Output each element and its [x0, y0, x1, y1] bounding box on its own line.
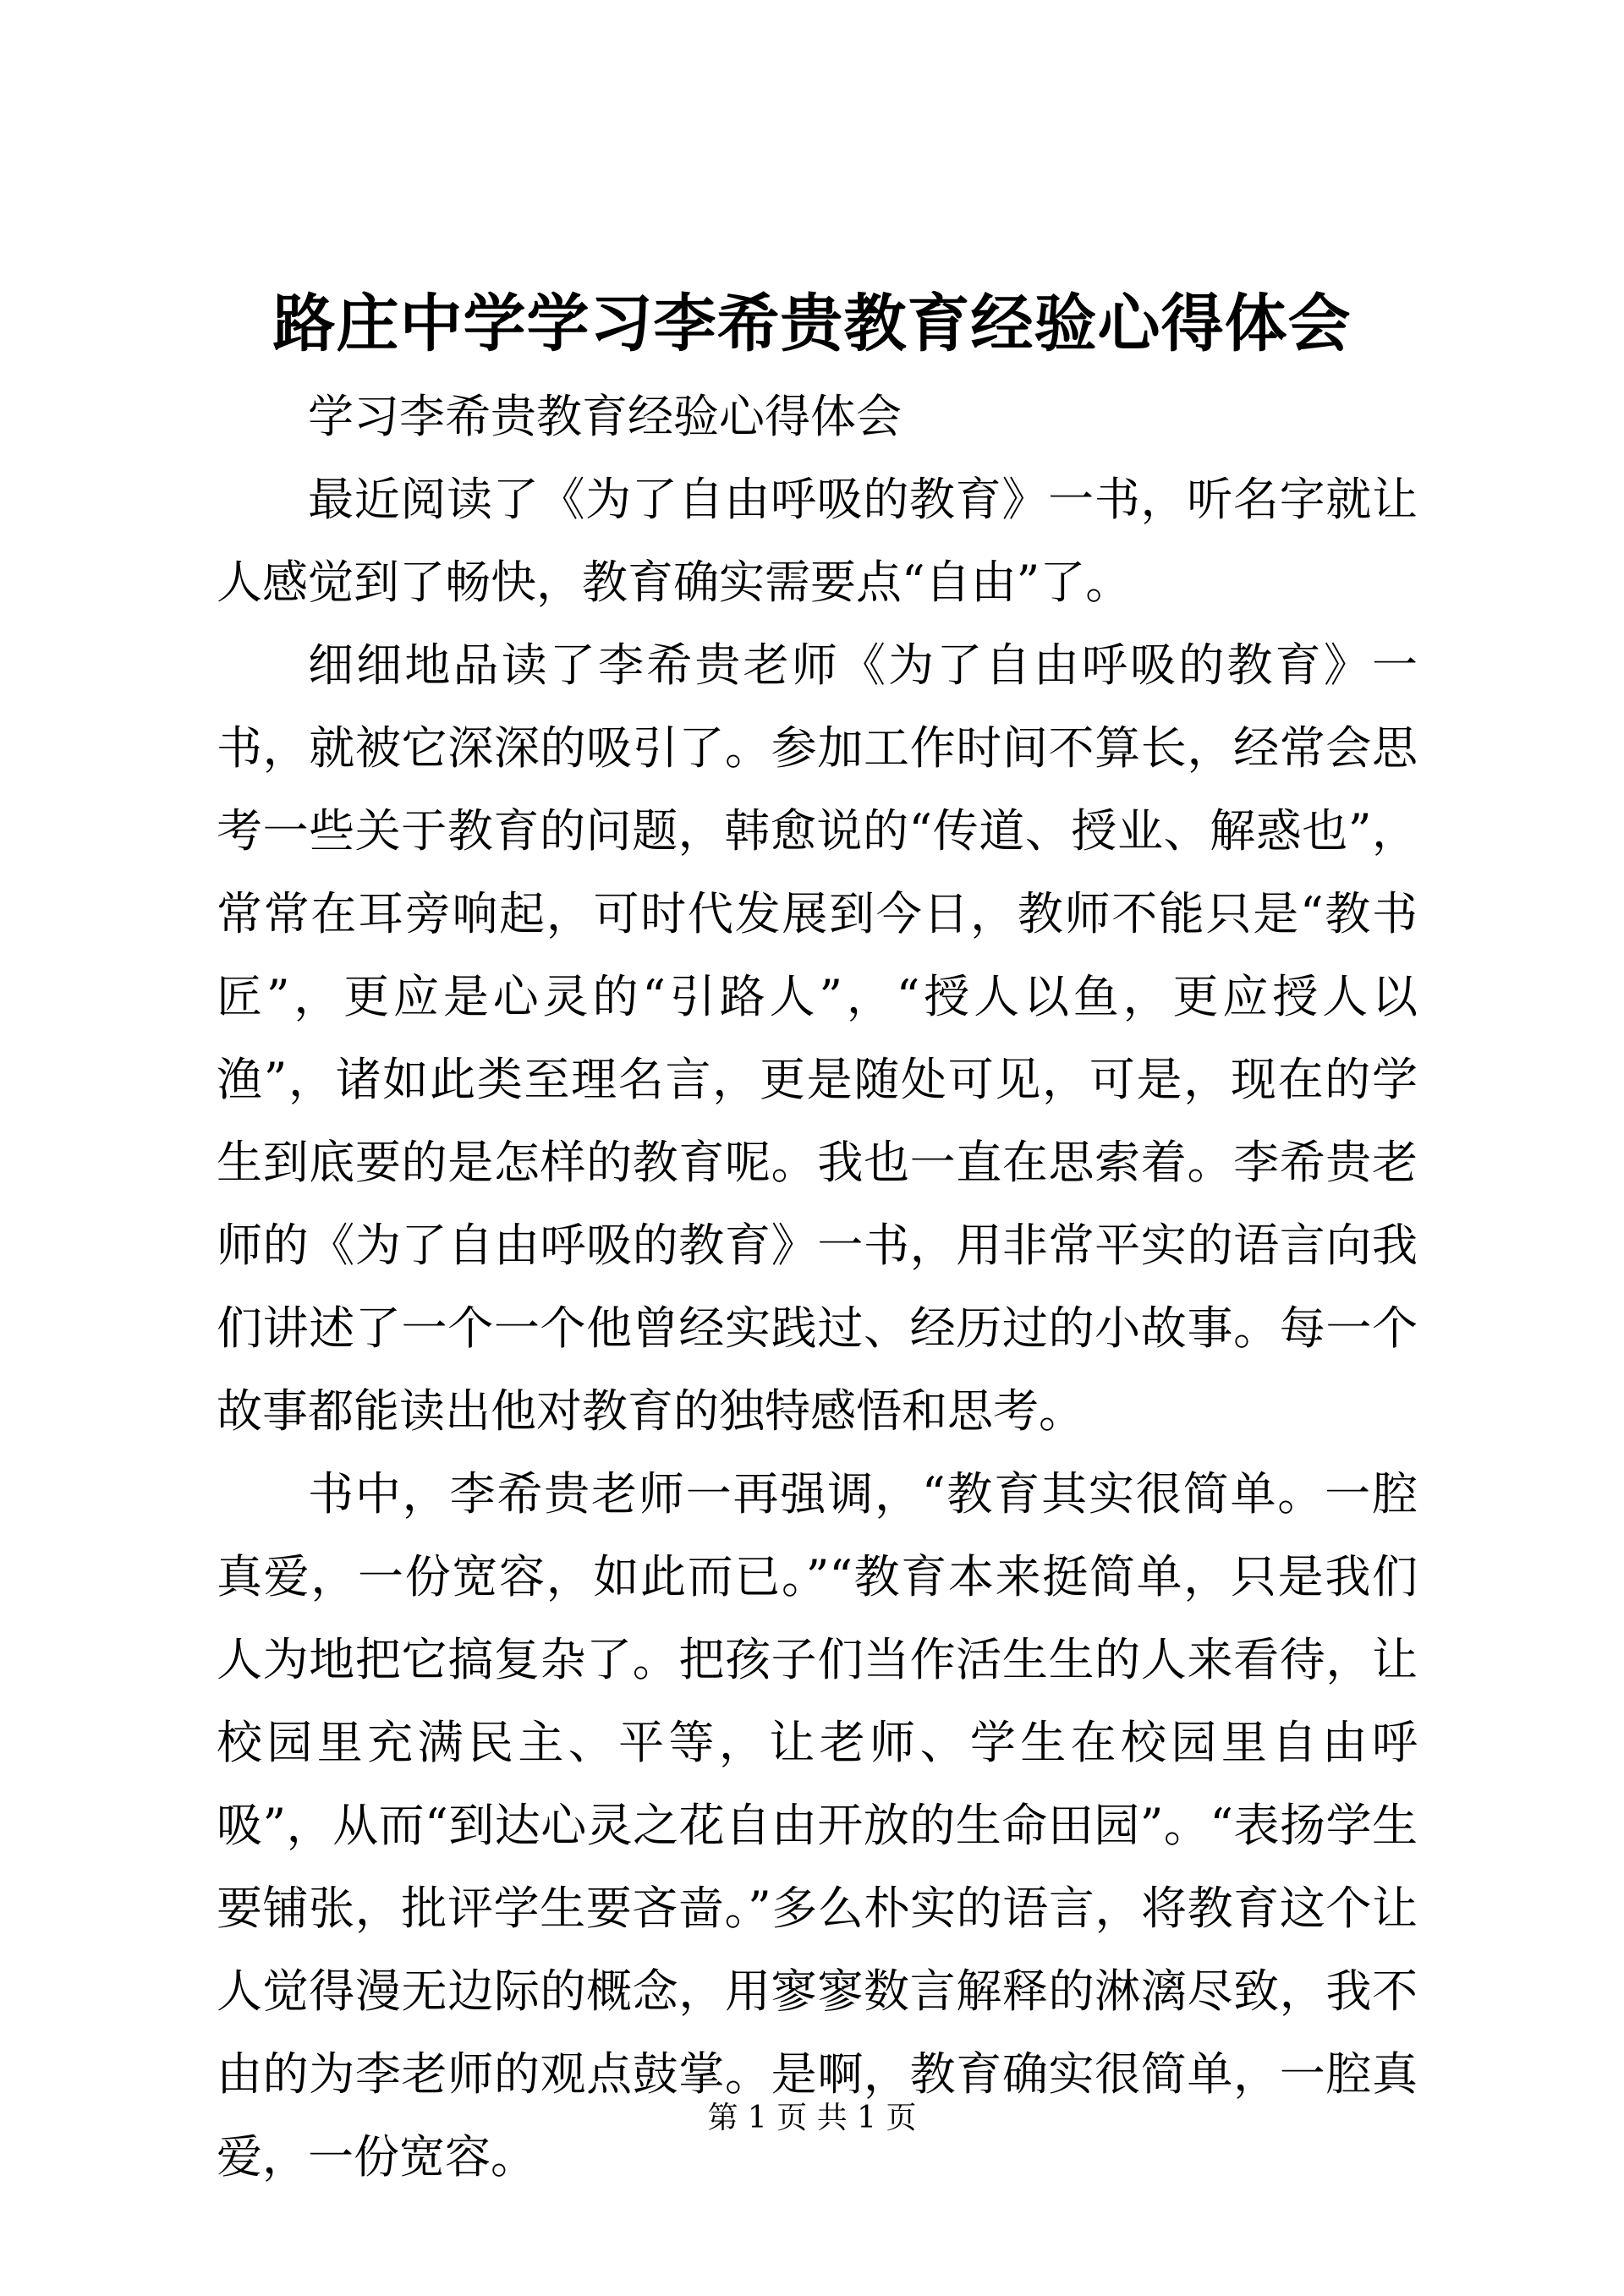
document-title: 路庄中学学习李希贵教育经验心得体会 [272, 288, 1352, 360]
paragraph-3: 书中，李希贵老师一再强调，“教育其实很简单。一腔真爱，一份宽容，如此而已。”“教育本来挺简单，只是我们人为地把它搞复杂了。把孩子们当作活生生的人来看待，让校园里充满民主、平等，让老师、学生在校园里自由呼吸”，从而“到达心灵之花自由开放的生命田园”。“表扬学生要铺张，批评学生要吝啬。”多么朴实的语言，将教育这个让人觉得漫无边际的概念，用寥寥数言解释的淋漓尽致，我不由的为李老师的观点鼓掌。是啊，教育确实很简单，一腔真爱，一份宽容。 [217, 1467, 1418, 2184]
paragraph-2: 细细地品读了李希贵老师《为了自由呼吸的教育》一书，就被它深深的吸引了。参加工作时间不算长，经常会思考一些关于教育的问题，韩愈说的“传道、授业、解惑也”，常常在耳旁响起，可时代发展到今日，教师不能只是“教书匠”，更应是心灵的“引路人”，“授人以鱼，更应授人以渔”，诸如此类至理名言，更是随处可见，可是，现在的学生到底要的是怎样的教育呢。我也一直在思索着。李希贵老师的《为了自由呼吸的教育》一书，用非常平实的语言向我们讲述了一个一个他曾经实践过、经历过的小故事。每一个故事都能读出他对教育的独特感悟和思考。 [217, 638, 1418, 1438]
paragraph-1: 最近阅读了《为了自由呼吸的教育》一书，听名字就让人感觉到了畅快，教育确实需要点“自由”了。 [217, 473, 1418, 609]
document-subtitle: 学习李希贵教育经验心得体会 [308, 390, 902, 443]
page-number-footer: 第 1 页 共 1 页 [707, 2101, 917, 2135]
document-body [217, 375, 1418, 2199]
